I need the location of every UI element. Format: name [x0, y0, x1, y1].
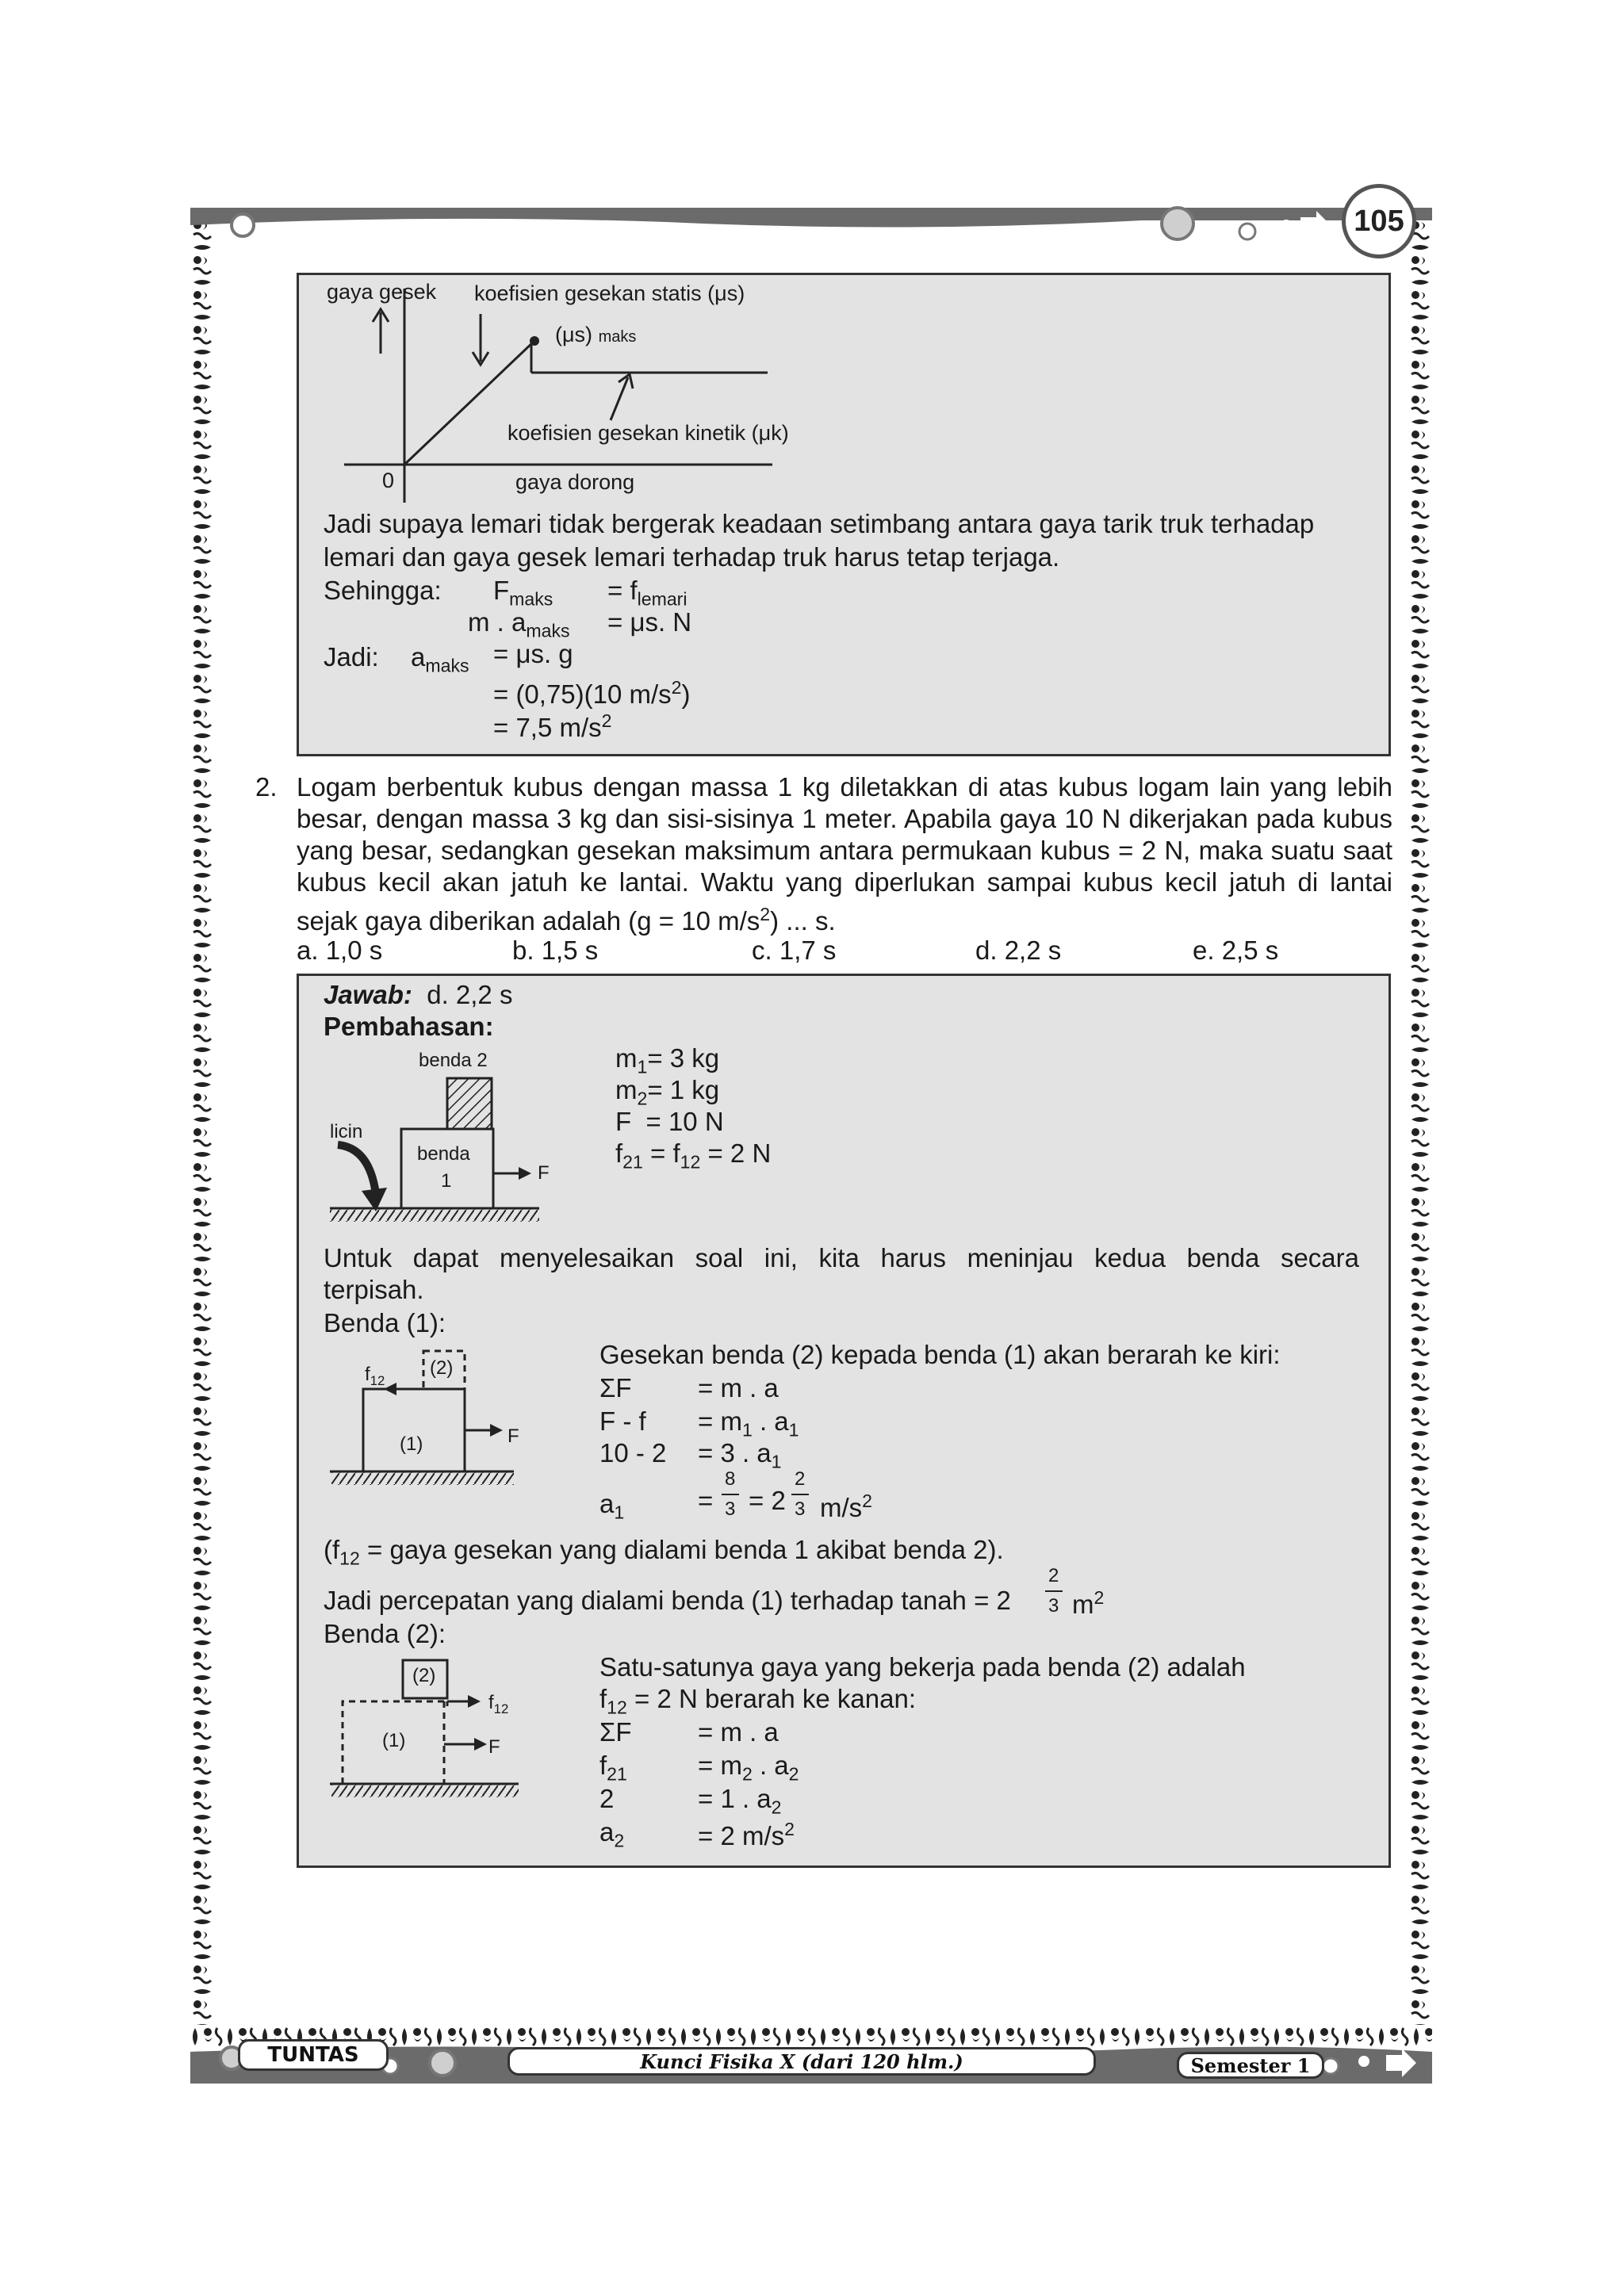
b2-eq3-left: 2 [599, 1784, 615, 1813]
footer-dot-mid [430, 2050, 455, 2076]
answer-line [324, 978, 512, 1012]
fig2-force-label: F [508, 1425, 519, 1447]
fig2-top-label: (2) [430, 1357, 454, 1379]
box1-eq2-right: = μs. N [607, 607, 692, 637]
box1-jadi: Jadi: [324, 642, 379, 672]
graph-static-label: koefisien gesekan statis (μs) [474, 281, 745, 305]
answer-value: d. 2,2 s [427, 980, 513, 1009]
fig2-block-label: (1) [400, 1433, 423, 1455]
graph-peak-label [555, 322, 636, 350]
box1-line2: lemari dan gaya gesek lemari terhadap truk harus tetap terjaga. [324, 542, 1060, 572]
b1-eq1-right: = m . a [698, 1373, 779, 1402]
b1-eq3-right: = 3 . $a_1$ [698, 1438, 782, 1472]
b2-eq1-right: = m . a [698, 1717, 779, 1747]
fig1-benda1-label-b: 1 [441, 1170, 452, 1192]
b1-eq2-right: = $m_1$ . $a_1$ [698, 1406, 799, 1441]
box1-eq3-left: $a_{maks}$ [411, 642, 469, 676]
page-number: 105 [1354, 204, 1404, 238]
box1-eq5: = 7,5 $m/s^2$ [493, 710, 612, 742]
fig1-benda1-label-a: benda [417, 1143, 470, 1165]
intro-line-2: terpisah. [324, 1275, 424, 1304]
b2-eq2-left: $f_{21}$ [599, 1751, 627, 1785]
benda2-desc-2: $f_{12} = 2$ N berarah ke kanan: [599, 1684, 917, 1718]
benda2-title: Benda (2): [324, 1619, 446, 1648]
kinetic-arrow-icon [611, 377, 628, 420]
footer-tuntas: TUNTAS [238, 2039, 389, 2071]
benda-1-block [401, 1129, 493, 1208]
graph-y-label: gaya gesek [327, 280, 437, 304]
question-number: 2. [255, 772, 278, 802]
given-friction: $f_{21} = f_{12} = 2$ N [615, 1138, 772, 1173]
fig2-f12-label: $f_{12}$ [365, 1364, 385, 1388]
option-d[interactable]: d. 2,2 s [975, 936, 1062, 965]
question-line-5: sejak gaya diberikan adalah (g = 10 $m/s^2$) ... s. [297, 904, 836, 936]
b2-eq1-left: ΣF [599, 1717, 632, 1747]
b1-frac1-den: 3 [725, 1498, 736, 1520]
graph-static-line [404, 341, 534, 465]
b1-eq2-left: F - f [599, 1406, 646, 1436]
b1-a1-label: $a_1$ [599, 1489, 625, 1523]
fig3-f12-label: $f_{12}$ [488, 1692, 509, 1716]
benda-2-block [447, 1078, 492, 1129]
accel-den: 3 [1048, 1595, 1059, 1617]
graph-kinetic-label: koefisien gesekan kinetik (μk) [508, 421, 789, 445]
box1-eq3-right: = μs. g [493, 639, 573, 668]
licin-arrow-icon [338, 1145, 376, 1194]
box1-eq4: = (0,75)(10 $m/s^2$) [493, 677, 691, 709]
peak-label-text: (μs) [555, 323, 593, 346]
fig1-benda2-label: benda 2 [419, 1050, 488, 1071]
footer-dot-white [1358, 2056, 1369, 2067]
graph-origin-label: 0 [382, 469, 395, 492]
header-dot-left [232, 214, 254, 236]
box1-line1: Jadi supaya lemari tidak bergerak keadaan setimbang antara gaya tarik truk terhadap [324, 509, 1315, 538]
given-m1: $m_1= 3$ kg [615, 1043, 720, 1077]
header-bar [190, 205, 1432, 243]
header-dot-large [1162, 208, 1193, 239]
b1-frac2-num: 2 [795, 1468, 806, 1490]
fig1-force-label: F [538, 1162, 550, 1184]
b2-eq4-left: $a_2$ [599, 1817, 625, 1851]
graph-x-label: gaya dorong [515, 470, 635, 494]
footer-book-title: Kunci Fisika X (dari 120 hlm.) [508, 2047, 1096, 2076]
page-number-badge [1342, 184, 1416, 258]
option-b[interactable]: b. 1,5 s [512, 936, 599, 965]
b1-eq1-left: ΣF [599, 1373, 632, 1402]
given-f: F = 10 N [615, 1107, 724, 1136]
accel-line: Jadi percepatan yang dialami benda (1) terhadap tanah = 2 [324, 1586, 1011, 1615]
b1-frac2-bar [791, 1494, 809, 1495]
footer-semester: Semester 1 [1177, 2052, 1324, 2079]
note-line: ($f_{12}$ = gaya gesekan yang dialami benda 1 akibat benda 2). [324, 1535, 1004, 1569]
question-line-1: Logam berbentuk kubus dengan massa 1 kg diletakkan di atas kubus logam lain yang lebih [297, 772, 1392, 802]
b2-eq4-right: = 2 $m/s^2$ [698, 1819, 795, 1850]
accel-frac-bar [1045, 1590, 1063, 1592]
fig1-licin-label: licin [330, 1121, 363, 1142]
b2-eq3-right: = 1 . $a_2$ [698, 1784, 782, 1818]
benda1-title: Benda (1): [324, 1308, 446, 1337]
header-dot-small [1239, 224, 1255, 239]
left-ornament-border [190, 208, 214, 2049]
accel-unit: $m^2$ [1072, 1587, 1105, 1619]
b1-frac1-bar [722, 1494, 739, 1495]
accel-num: 2 [1048, 1565, 1059, 1586]
intro-line-1: Untuk dapat menyelesaikan soal ini, kita harus meninjau kedua benda secara [324, 1243, 1359, 1272]
peak-label-sub: maks [598, 328, 637, 346]
header-dot-white [1281, 220, 1292, 231]
fig3-block-label: (1) [382, 1730, 406, 1751]
fig3-force-label: F [488, 1736, 500, 1758]
box1-sehingga: Sehingga: [324, 576, 442, 605]
box1-eq1-left: $F_{maks}$ [493, 576, 553, 610]
ground-hatch [330, 1209, 539, 1222]
pembahasan-title: Pembahasan: [324, 1012, 494, 1041]
box1-eq2-left: m . $a_{maks}$ [468, 607, 570, 641]
answer-label: Jawab: [324, 980, 412, 1009]
question-line-2: besar, dengan massa 3 kg dan sisi-sisinya 1 meter. Apabila gaya 10 N dikerjakan pada kubus [297, 804, 1392, 833]
fig3-top-label: (2) [412, 1665, 436, 1686]
b1-frac-eq: = [698, 1486, 714, 1515]
b1-frac-unit: $m/s^2$ [820, 1490, 873, 1522]
b1-frac1-num: 8 [725, 1468, 736, 1490]
b1-eq3-left: 10 - 2 [599, 1438, 667, 1468]
right-ornament-border [1408, 208, 1432, 2049]
given-m2: $m_2= 1$ kg [615, 1075, 720, 1109]
b1-frac2-den: 3 [795, 1498, 806, 1520]
b2-eq2-right: = $m_2$ . $a_2$ [698, 1751, 799, 1785]
question-line-4: kubus kecil akan jatuh ke lantai. Waktu yang diperlukan sampai kubus kecil jatuh di lantai [297, 867, 1392, 897]
fig2-benda1-block [363, 1389, 465, 1471]
benda2-desc-1: Satu-satunya gaya yang bekerja pada benda (2) adalah [599, 1652, 1246, 1682]
footer-dot-right [1323, 2058, 1339, 2074]
benda1-desc: Gesekan benda (2) kepada benda (1) akan berarah ke kiri: [599, 1340, 1281, 1369]
question-line-3: yang besar, sedangkan gesekan maksimum antara permukaan kubus = 2 N, maka suatu saat [297, 836, 1392, 865]
option-c[interactable]: c. 1,7 s [752, 936, 837, 965]
option-e[interactable]: e. 2,5 s [1193, 936, 1279, 965]
option-a[interactable]: a. 1,0 s [297, 936, 383, 965]
b1-frac-mid: = 2 [749, 1486, 786, 1515]
box1-eq1-right: = $f_{lemari}$ [607, 576, 688, 610]
figure-benda-1 [324, 1340, 530, 1498]
